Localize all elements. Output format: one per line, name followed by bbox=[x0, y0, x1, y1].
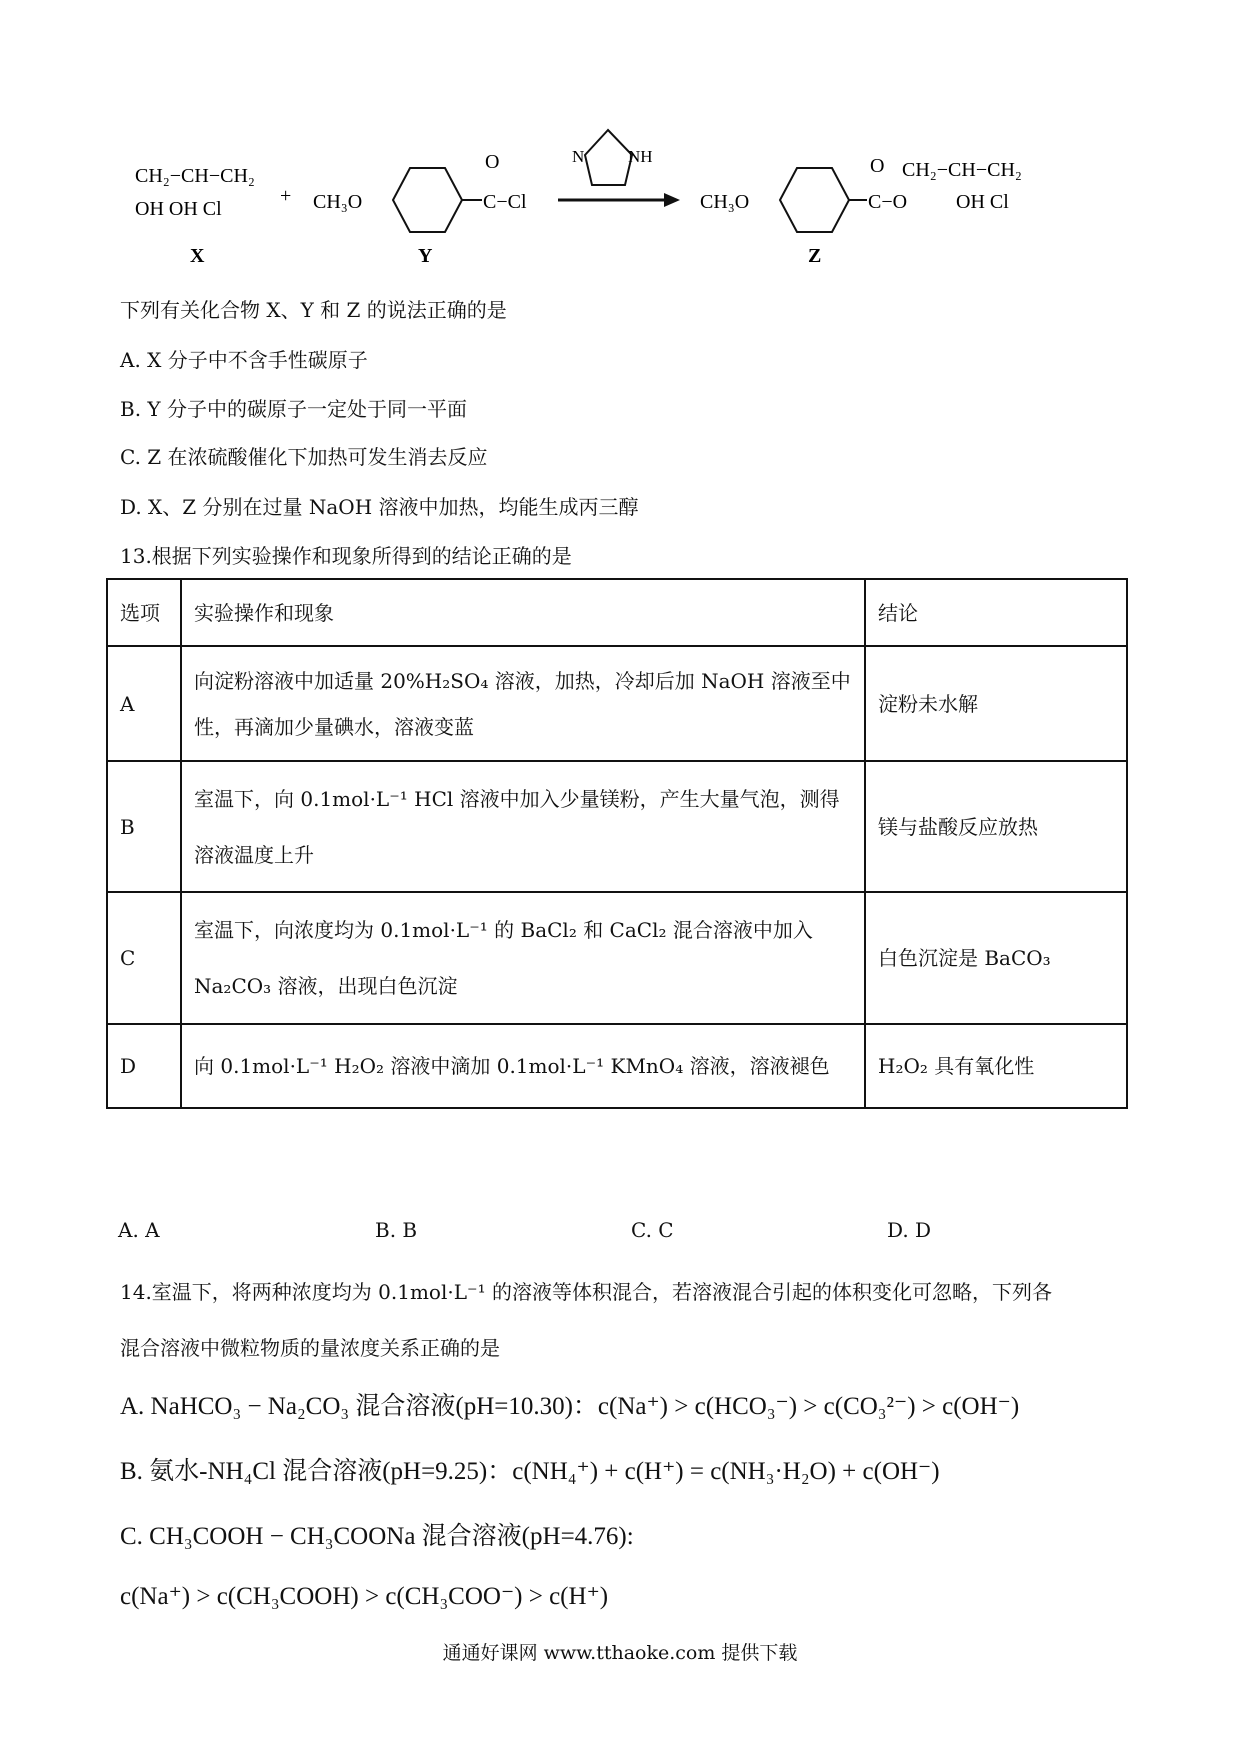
q13-stem: 13.根据下列实验操作和现象所得到的结论正确的是 bbox=[120, 544, 572, 568]
x-formula: CH₂−CH−CH₂ bbox=[135, 165, 255, 187]
q12-option-c: C. Z 在浓硫酸催化下加热可发生消去反应 bbox=[120, 445, 488, 469]
y-methoxy: CH₃O bbox=[313, 191, 363, 213]
y-carbonyl-o: O bbox=[485, 151, 500, 173]
y-benzene-ring bbox=[393, 168, 462, 232]
z-substituents: OH Cl bbox=[956, 191, 1009, 213]
q12-stem: 下列有关化合物 X、Y 和 Z 的说法正确的是 bbox=[120, 298, 507, 322]
row-conclusion: H₂O₂ 具有氧化性 bbox=[865, 1024, 1127, 1108]
q12-option-d: D. X、Z 分别在过量 NaOH 溶液中加热，均能生成丙三醇 bbox=[120, 495, 639, 519]
table-row bbox=[107, 1024, 1127, 1108]
label-z: Z bbox=[808, 245, 822, 267]
q12-option-b: B. Y 分子中的碳原子一定处于同一平面 bbox=[120, 397, 467, 421]
row-option: A bbox=[107, 646, 181, 761]
experiment-table bbox=[106, 578, 1128, 1109]
z-carbonyl-o: O bbox=[870, 155, 885, 177]
q13-answer-c: C. C bbox=[631, 1218, 674, 1242]
z-methoxy: CH₃O bbox=[700, 191, 750, 213]
row-option: C bbox=[107, 892, 181, 1024]
row-operation: 室温下，向浓度均为 0.1mol·L⁻¹ 的 BaCl₂ 和 CaCl₂ 混合溶液中加入 Na₂CO₃ 溶液，出现白色沉淀 bbox=[181, 892, 865, 1024]
q12-option-a: A. X 分子中不含手性碳原子 bbox=[120, 348, 368, 372]
row-conclusion: 白色沉淀是 BaCO₃ bbox=[865, 892, 1127, 1024]
imidazole-nh: NH bbox=[628, 147, 653, 166]
label-x: X bbox=[190, 245, 205, 267]
q13-answer-d: D. D bbox=[887, 1218, 932, 1242]
q14-stem-line1: 14.室温下，将两种浓度均为 0.1mol·L⁻¹ 的溶液等体积混合，若溶液混合引起的体积变化可忽略，下列各 bbox=[120, 1280, 1052, 1304]
q13-answer-b: B. B bbox=[375, 1218, 418, 1242]
reaction-scheme bbox=[0, 120, 1240, 280]
table-row bbox=[107, 761, 1127, 892]
imidazole-ring-icon bbox=[585, 130, 632, 185]
table-row bbox=[107, 892, 1127, 1024]
row-option: D bbox=[107, 1024, 181, 1108]
table-header-row bbox=[107, 579, 1127, 646]
row-conclusion: 镁与盐酸反应放热 bbox=[865, 761, 1127, 892]
header-operation: 实验操作和现象 bbox=[181, 579, 865, 646]
q14-option-c: C. CH₃COOH − CH₃COONa 混合溶液(pH=4.76): bbox=[120, 1523, 634, 1550]
header-option: 选项 bbox=[107, 579, 181, 646]
row-operation: 室温下，向 0.1mol·L⁻¹ HCl 溶液中加入少量镁粉，产生大量气泡，测得溶液温度上升 bbox=[181, 761, 865, 892]
q14-stem-line2: 混合溶液中微粒物质的量浓度关系正确的是 bbox=[120, 1336, 500, 1360]
row-operation: 向淀粉溶液中加适量 20%H₂SO₄ 溶液，加热，冷却后加 NaOH 溶液至中性，再滴加少量碘水，溶液变蓝 bbox=[181, 646, 865, 761]
header-conclusion: 结论 bbox=[865, 579, 1127, 646]
z-ester: C−O bbox=[868, 191, 908, 213]
footer-watermark: 通通好课网 www.tthaoke.com 提供下载 bbox=[442, 1642, 798, 1664]
row-conclusion: 淀粉未水解 bbox=[865, 646, 1127, 761]
row-option: B bbox=[107, 761, 181, 892]
q13-answer-a: A. A bbox=[118, 1218, 160, 1242]
imidazole-n: N bbox=[572, 147, 585, 166]
plus-sign: + bbox=[280, 185, 292, 207]
q14-option-a: A. NaHCO₃ − Na₂CO₃ 混合溶液(pH=10.30)：c(Na⁺) > c(HCO₃⁻) > c(CO₃²⁻) > c(OH⁻) bbox=[120, 1393, 1020, 1420]
label-y: Y bbox=[418, 245, 433, 267]
z-chain: CH₂−CH−CH₂ bbox=[902, 159, 1022, 181]
table-row bbox=[107, 646, 1127, 761]
z-benzene-ring bbox=[780, 168, 849, 232]
row-operation: 向 0.1mol·L⁻¹ H₂O₂ 溶液中滴加 0.1mol·L⁻¹ KMnO₄ 溶液，溶液褪色 bbox=[181, 1024, 865, 1108]
x-substituents: OH OH Cl bbox=[135, 198, 222, 220]
q14-option-c-relation: c(Na⁺) > c(CH₃COOH) > c(CH₃COO⁻) > c(H⁺) bbox=[120, 1583, 609, 1610]
q14-option-b: B. 氨水-NH₄Cl 混合溶液(pH=9.25)：c(NH₄⁺) + c(H⁺) = c(NH₃·H₂O) + c(OH⁻) bbox=[120, 1458, 940, 1485]
y-acyl-chloride: C−Cl bbox=[483, 191, 527, 213]
